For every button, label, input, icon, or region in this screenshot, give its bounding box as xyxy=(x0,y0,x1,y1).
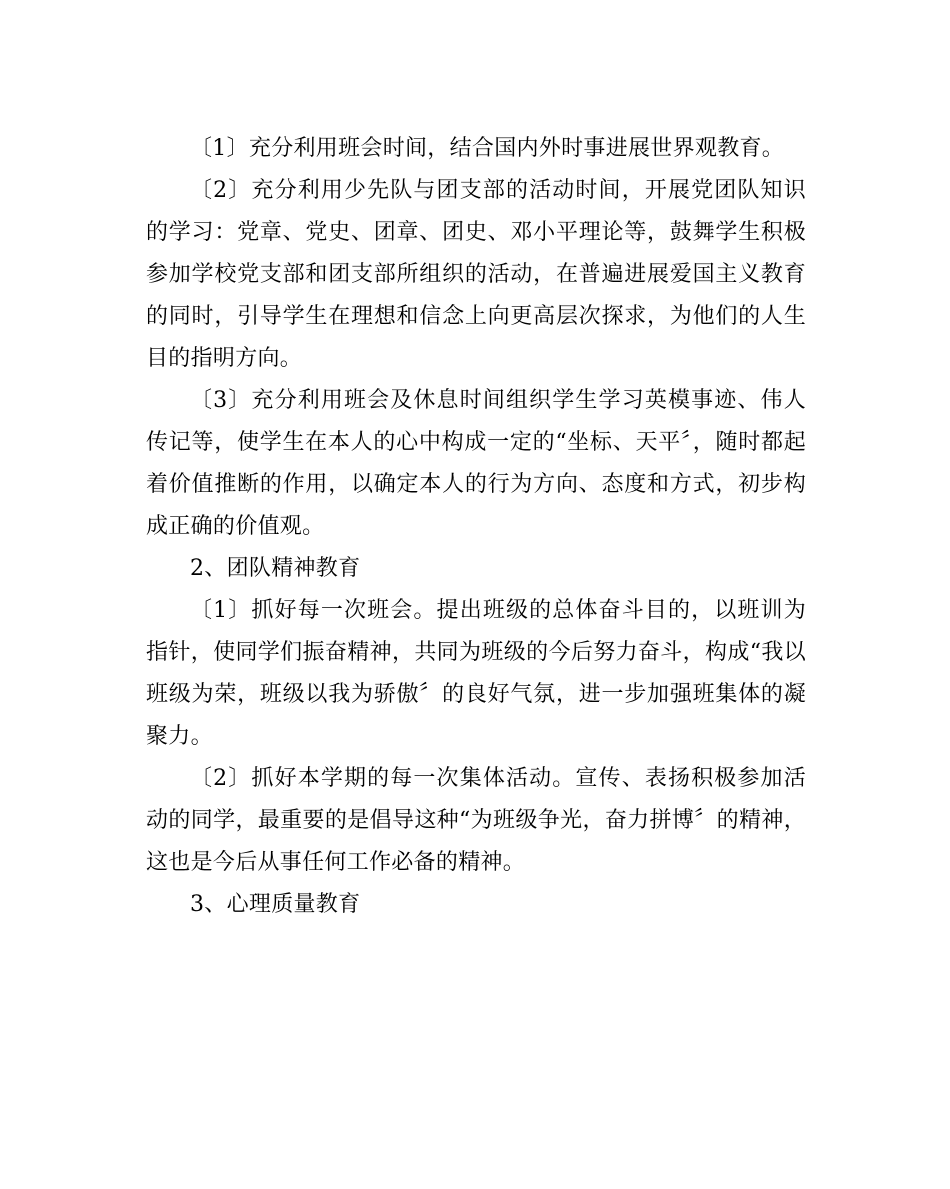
section-heading-psychological-education: 3、心理质量教育 xyxy=(190,892,361,917)
paragraph-collective-activity: 〔2〕抓好本学期的每一次集体活动。宣传、表扬积极参加活动的同学，最重要的是倡导这种“为班级争光，奋力拼博〞的精神，这也是今后从事任何工作必备的精神。 xyxy=(146,766,806,875)
paragraph-party-knowledge-study: 〔2〕充分利用少先队与团支部的活动时间，开展党团队知识的学习：党章、党史、团章、团史、邓小平理论等，鼓舞学生积极参加学校党支部和团支部所组织的活动，在普遍进展爱国主义教育的同时，引导学生在理想和信念上向更高层次探求，为他们的人生目的指明方向。 xyxy=(146,178,806,371)
document-body xyxy=(146,128,806,926)
paragraph-role-model-learning: 〔3〕充分利用班会及休息时间组织学生学习英模事迹、伟人传记等，使学生在本人的心中构成一定的“坐标、天平〞，随时都起着价值推断的作用，以确定本人的行为方向、态度和方式，初步构成正确的价值观。 xyxy=(146,388,806,539)
section-heading-team-spirit: 2、团队精神教育 xyxy=(190,556,361,581)
paragraph-class-meeting: 〔1〕抓好每一次班会。提出班级的总体奋斗目的，以班训为指针，使同学们振奋精神，共同为班级的今后努力奋斗，构成“我以班级为荣，班级以我为骄傲〞的良好气氛，进一步加强班集体的凝聚力。 xyxy=(146,598,806,749)
paragraph-worldview-education: 〔1〕充分利用班会时间，结合国内外时事进展世界观教育。 xyxy=(190,136,785,161)
